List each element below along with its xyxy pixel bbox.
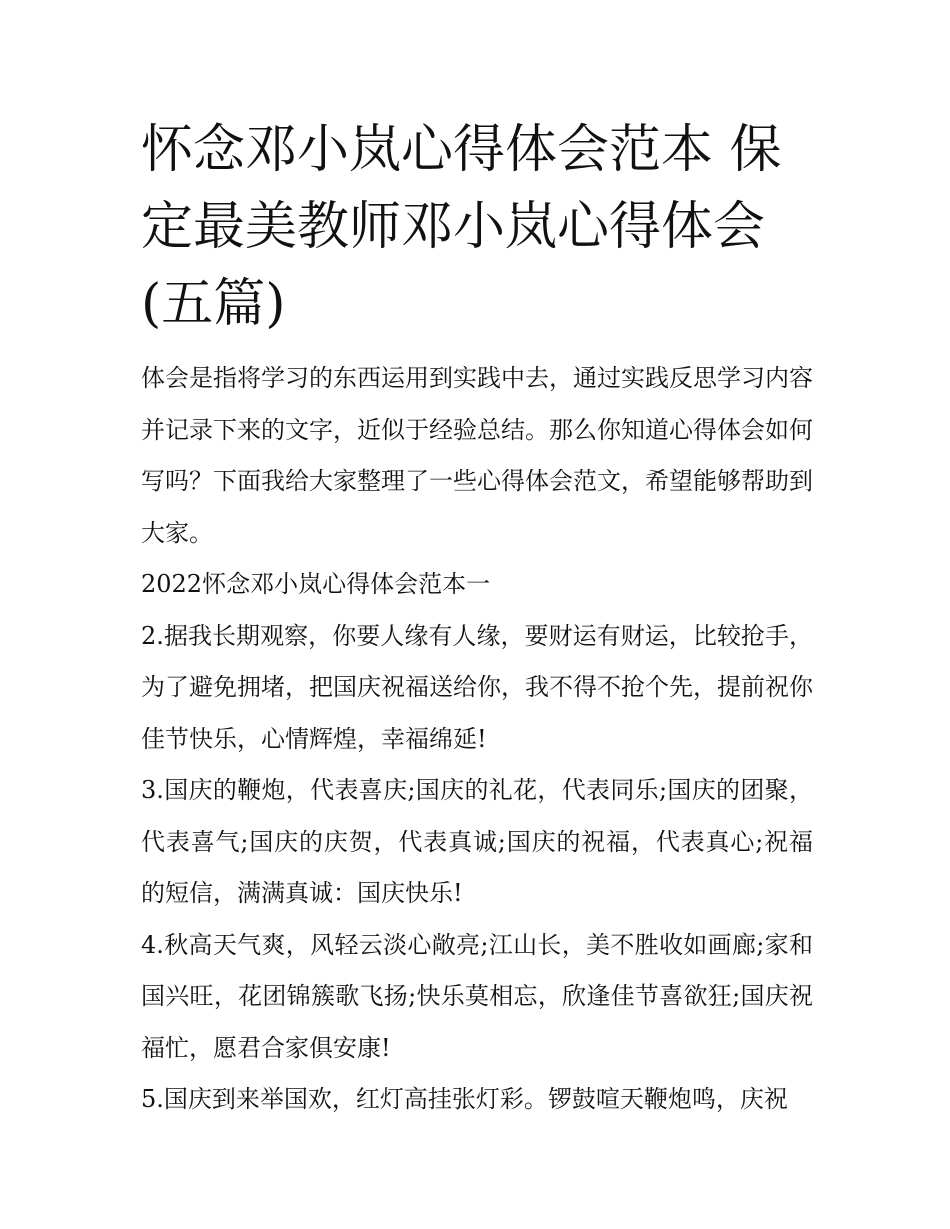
list-item-3: 3.国庆的鞭炮，代表喜庆;国庆的礼花，代表同乐;国庆的团聚，代表喜气;国庆的庆贺，代表真诚;国庆的祝福，代表真心;祝福的短信，满满真诚：国庆快乐! xyxy=(141,776,813,907)
document-body xyxy=(141,112,813,1126)
list-item-4: 4.秋高天气爽，风轻云淡心敞亮;江山长，美不胜收如画廊;家和国兴旺，花团锦簇歌飞扬;快乐莫相忘，欣逢佳节喜欲狂;国庆祝福忙，愿君合家俱安康! xyxy=(141,930,813,1062)
list-item-5: 5.国庆到来举国欢，红灯高挂张灯彩。锣鼓喧天鞭炮鸣，庆祝 xyxy=(141,1085,788,1113)
document-title: 怀念邓小岚心得体会范本 保定最美教师邓小岚心得体会(五篇) xyxy=(141,120,782,334)
intro-paragraph: 体会是指将学习的东西运用到实践中去，通过实践反思学习内容并记录下来的文字，近似于经验总结。那么你知道心得体会如何写吗？下面我给大家整理了一些心得体会范文，希望能够帮助到大家。 xyxy=(141,364,813,547)
list-item-2: 2.据我长期观察，你要人缘有人缘，要财运有财运，比较抢手，为了避免拥堵，把国庆祝福送给你，我不得不抢个先，提前祝你佳节快乐，心情辉煌，幸福绵延! xyxy=(141,621,813,753)
section-heading: 2022怀念邓小岚心得体会范本一 xyxy=(141,570,491,598)
